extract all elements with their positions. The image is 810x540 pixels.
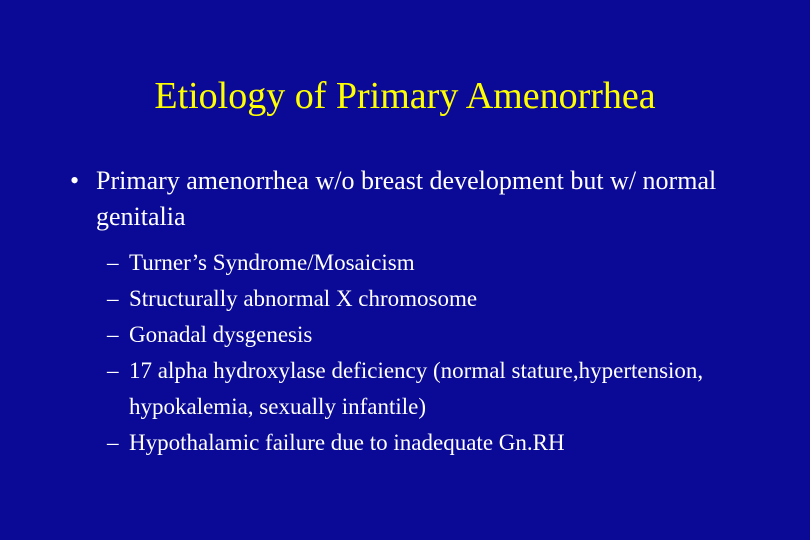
- sub-bullet-item: [107, 353, 787, 425]
- sub-bullet-text: Structurally abnormal X chromosome: [129, 286, 478, 311]
- sub-bullet-item: [107, 317, 787, 353]
- dash-marker: –: [107, 250, 119, 275]
- sub-bullet-item: [107, 425, 787, 461]
- sub-bullet-text: Hypothalamic failure due to inadequate Gn.RH: [129, 430, 565, 455]
- sub-bullet-item: [107, 281, 787, 317]
- dash-marker: –: [107, 358, 119, 383]
- dash-marker: –: [107, 286, 119, 311]
- sub-bullet-list: [107, 245, 787, 461]
- sub-bullet-item: [107, 245, 787, 281]
- bullet-marker: •: [70, 166, 80, 195]
- sub-bullet-text: 17 alpha hydroxylase deficiency (normal stature,hypertension, hypokalemia, sexually infantile): [129, 358, 704, 419]
- slide-title: Etiology of Primary Amenorrhea: [154, 75, 656, 117]
- sub-bullet-text: Gonadal dysgenesis: [129, 322, 313, 347]
- main-bullet-text: Primary amenorrhea w/o breast development but w/ normal genitalia: [96, 166, 717, 231]
- main-bullet: [70, 163, 770, 235]
- sub-bullet-text: Turner’s Syndrome/Mosaicism: [129, 250, 415, 275]
- dash-marker: –: [107, 430, 119, 455]
- dash-marker: –: [107, 322, 119, 347]
